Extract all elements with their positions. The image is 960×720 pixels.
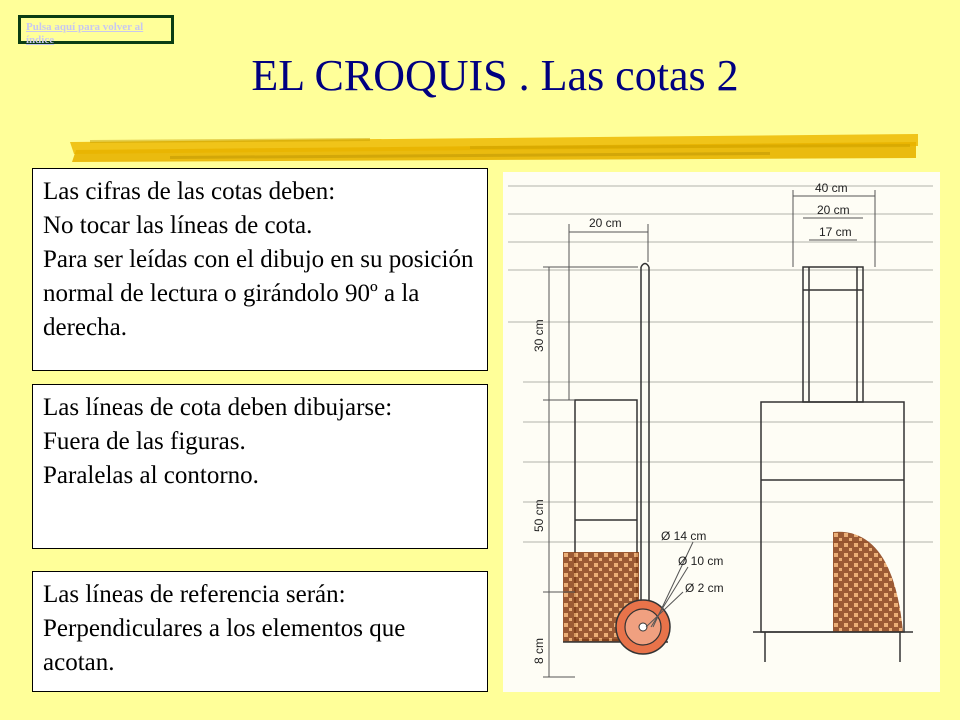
dim-8: 8 cm [532,637,546,664]
dim-40: 40 cm [815,181,848,195]
box-line: Paralelas al contorno. [43,462,259,489]
front-view [753,267,913,662]
back-to-index-link[interactable]: Pulsa aquí para volver al índice [26,21,144,46]
page-title: EL CROQUIS . Las cotas 2 [251,51,739,100]
dim-17: 17 cm [819,225,852,239]
dim-20-side: 20 cm [589,216,622,230]
dim-30: 30 cm [532,319,546,352]
box-line: Para ser leídas con el dibujo en su posición normal de lectura o girándolo 90º a la derecha. [43,246,474,341]
box-heading: Las cifras de las cotas deben: [43,178,336,205]
faint-background-lines [508,186,933,542]
box-line: Perpendiculares a los elementos que acotan. [43,615,406,676]
reference-lines-box [32,571,488,692]
cotas-figures-box [32,168,488,371]
box-line: Fuera de las figuras. [43,428,246,455]
box-heading: Las líneas de referencia serán: [43,581,346,608]
dim-diam-14: Ø 14 cm [661,529,707,543]
side-view [563,264,668,643]
box-heading: Las líneas de cota deben dibujarse: [43,394,393,421]
box-line: No tocar las líneas de cota. [43,212,313,239]
dim-diam-10: Ø 10 cm [678,554,724,568]
title-underline-brush [70,132,918,168]
dim-20-front: 20 cm [817,203,850,217]
wheel-axle [639,623,647,631]
dim-50: 50 cm [532,499,546,532]
dim-diam-2: Ø 2 cm [685,581,724,595]
shopping-trolley-drawing [503,172,940,692]
dimension-lines-box [32,384,488,549]
